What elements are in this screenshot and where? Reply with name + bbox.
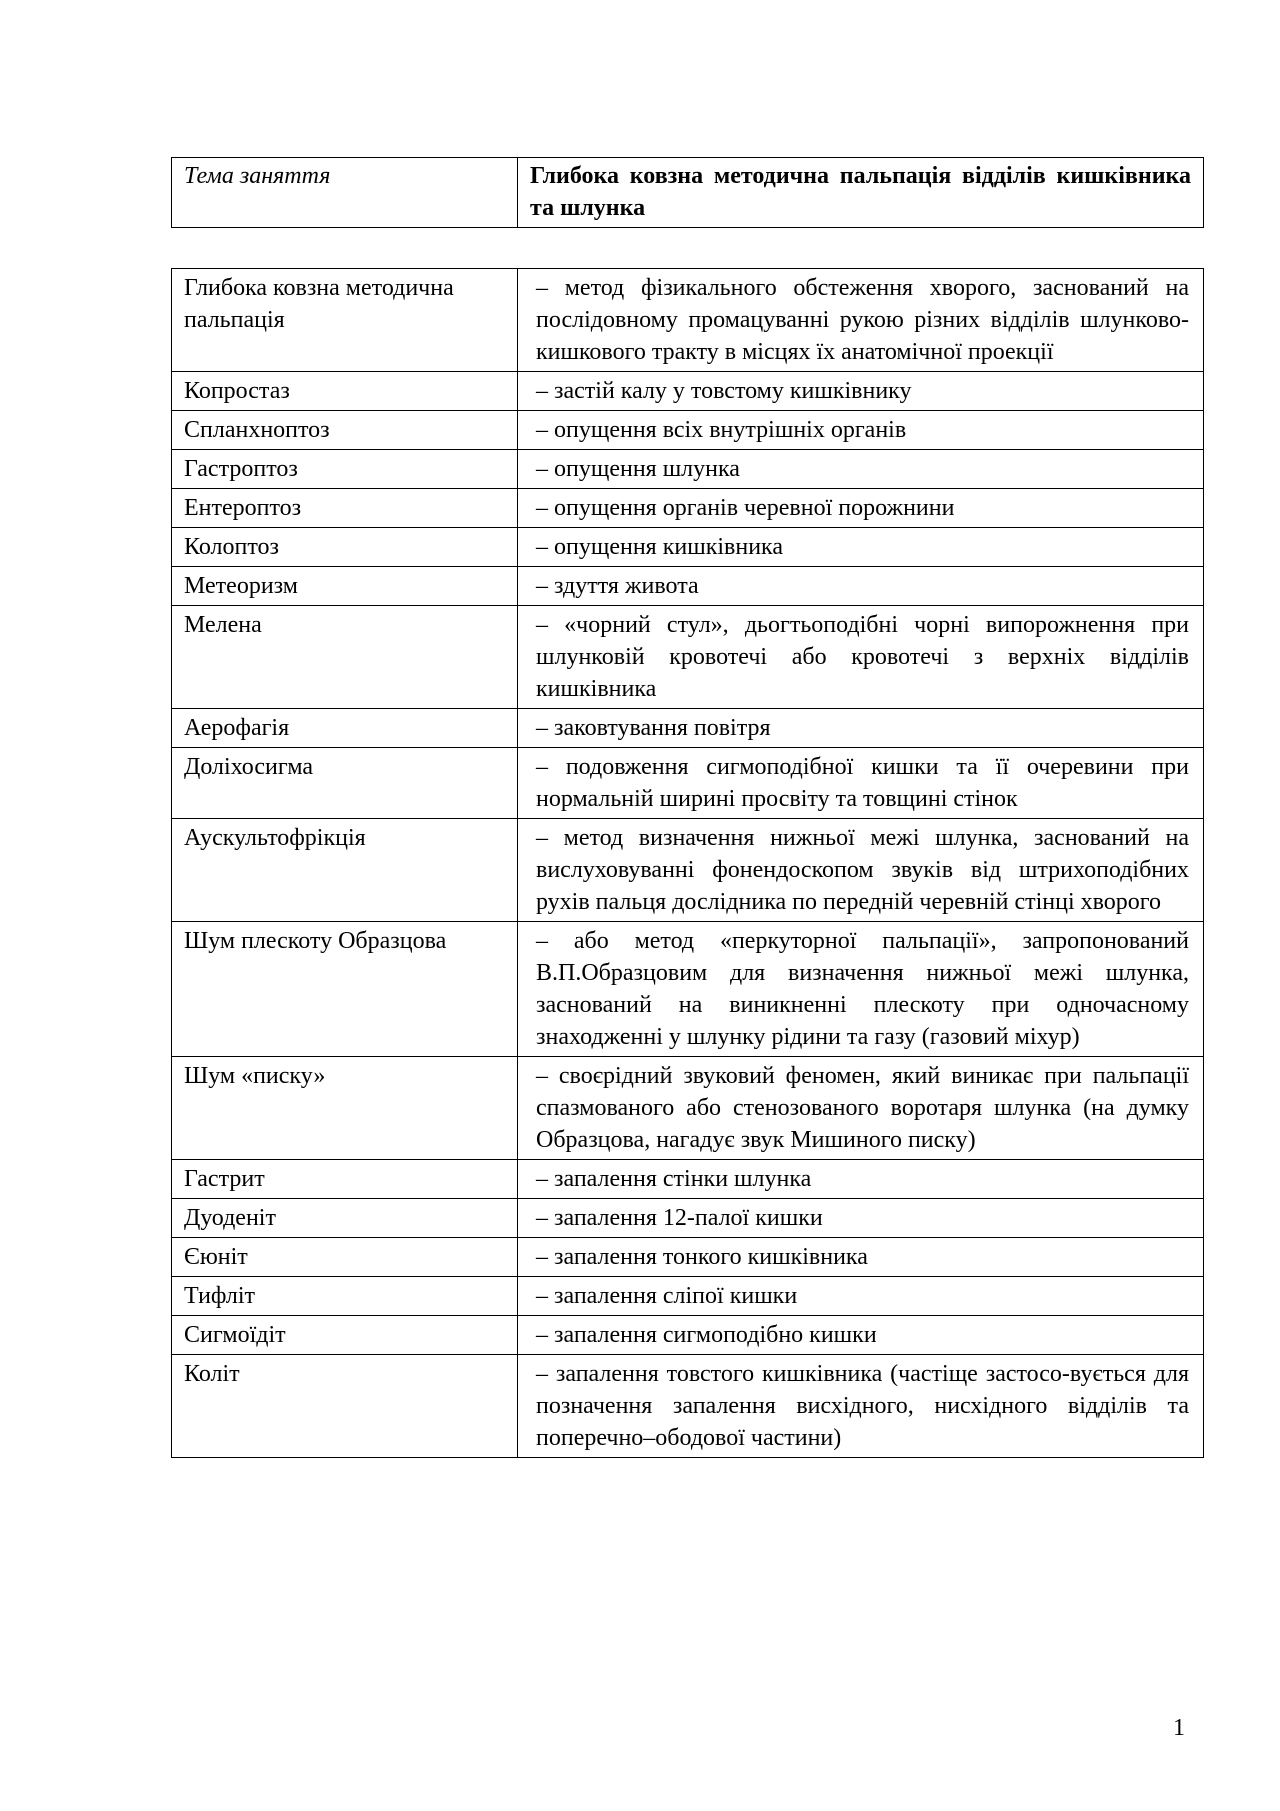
table-row [172, 1355, 1204, 1458]
definition-cell: – опущення кишківника [518, 528, 1204, 567]
definition-cell: – запалення сигмоподібно кишки [518, 1316, 1204, 1355]
term-cell: Дуоденіт [172, 1199, 518, 1238]
topic-label: Тема заняття [172, 158, 518, 228]
terms-body [172, 269, 1204, 1458]
definition-cell: – застій калу у товстому кишківнику [518, 372, 1204, 411]
definition-cell: – заковтування повітря [518, 709, 1204, 748]
term-cell: Ентероптоз [172, 489, 518, 528]
term-cell: Гастрит [172, 1160, 518, 1199]
definition-cell: – своєрідний звуковий феномен, який виникає при пальпації спазмованого або стенозованого воротаря шлунка (на думку Образцова, нагадує звук Мишиного писку) [518, 1057, 1204, 1160]
term-cell: Шум «писку» [172, 1057, 518, 1160]
table-row [172, 411, 1204, 450]
term-cell: Копростаз [172, 372, 518, 411]
definition-cell: – запалення 12-палої кишки [518, 1199, 1204, 1238]
term-cell: Аерофагія [172, 709, 518, 748]
table-row [172, 1316, 1204, 1355]
definition-cell: – або метод «перкуторної пальпації», запропонований В.П.Образцовим для визначення нижньої межі шлунка, заснований на виникненні плескоту при одночасному знаходженні у шлунку рідини та газу (газовий міхур) [518, 922, 1204, 1057]
table-row [172, 748, 1204, 819]
definition-cell: – запалення стінки шлунка [518, 1160, 1204, 1199]
definition-cell: – запалення товстого кишківника (частіще застосо-вується для позначення запалення висхідного, нисхідного відділів та поперечно–ободової частини) [518, 1355, 1204, 1458]
term-cell: Шум плескоту Образцова [172, 922, 518, 1057]
term-cell: Мелена [172, 606, 518, 709]
term-cell: Аускультофрікція [172, 819, 518, 922]
table-row [172, 528, 1204, 567]
table-row [172, 1238, 1204, 1277]
definition-cell: – «чорний стул», дьогтьоподібні чорні випорожнення при шлунковій кровотечі або кровотечі з верхніх відділів кишківника [518, 606, 1204, 709]
term-cell: Єюніт [172, 1238, 518, 1277]
table-row [172, 1199, 1204, 1238]
table-row [172, 1160, 1204, 1199]
term-cell: Коліт [172, 1355, 518, 1458]
definition-cell: – метод фізикального обстеження хворого, заснований на послідовному промацуванні рукою різних відділів шлунково-кишкового тракту в місцях їх анатомічної проекції [518, 269, 1204, 372]
topic-title: Глибока ковзна методична пальпація відділів кишківника та шлунка [518, 158, 1204, 228]
term-cell: Метеоризм [172, 567, 518, 606]
term-cell: Гастроптоз [172, 450, 518, 489]
definition-cell: – опущення органів черевної порожнини [518, 489, 1204, 528]
table-row [172, 1277, 1204, 1316]
definition-cell: – опущення шлунка [518, 450, 1204, 489]
table-row [172, 450, 1204, 489]
table-row [172, 489, 1204, 528]
definition-cell: – запалення тонкого кишківника [518, 1238, 1204, 1277]
term-cell: Колоптоз [172, 528, 518, 567]
definition-cell: – здуття живота [518, 567, 1204, 606]
term-cell: Доліхосигма [172, 748, 518, 819]
term-cell: Сигмоїдіт [172, 1316, 518, 1355]
table-row [172, 1057, 1204, 1160]
table-row [172, 606, 1204, 709]
topic-row [172, 158, 1204, 228]
term-cell: Глибока ковзна методична пальпація [172, 269, 518, 372]
definition-cell: – метод визначення нижньої межі шлунка, заснований на вислуховуванні фонендоскопом звуків від штрихоподібних рухів пальця дослідника по передній черевній стінці хворого [518, 819, 1204, 922]
table-row [172, 922, 1204, 1057]
table-row [172, 709, 1204, 748]
definition-cell: – опущення всіх внутрішніх органів [518, 411, 1204, 450]
table-row [172, 372, 1204, 411]
term-cell: Спланхноптоз [172, 411, 518, 450]
terms-table [171, 268, 1204, 1458]
page-number: 1 [1173, 1715, 1185, 1741]
definition-cell: – подовження сигмоподібної кишки та її очеревини при нормальній ширині просвіту та товщині стінок [518, 748, 1204, 819]
definition-cell: – запалення сліпої кишки [518, 1277, 1204, 1316]
table-row [172, 819, 1204, 922]
term-cell: Тифліт [172, 1277, 518, 1316]
topic-table [171, 157, 1204, 228]
table-row [172, 269, 1204, 372]
table-row [172, 567, 1204, 606]
